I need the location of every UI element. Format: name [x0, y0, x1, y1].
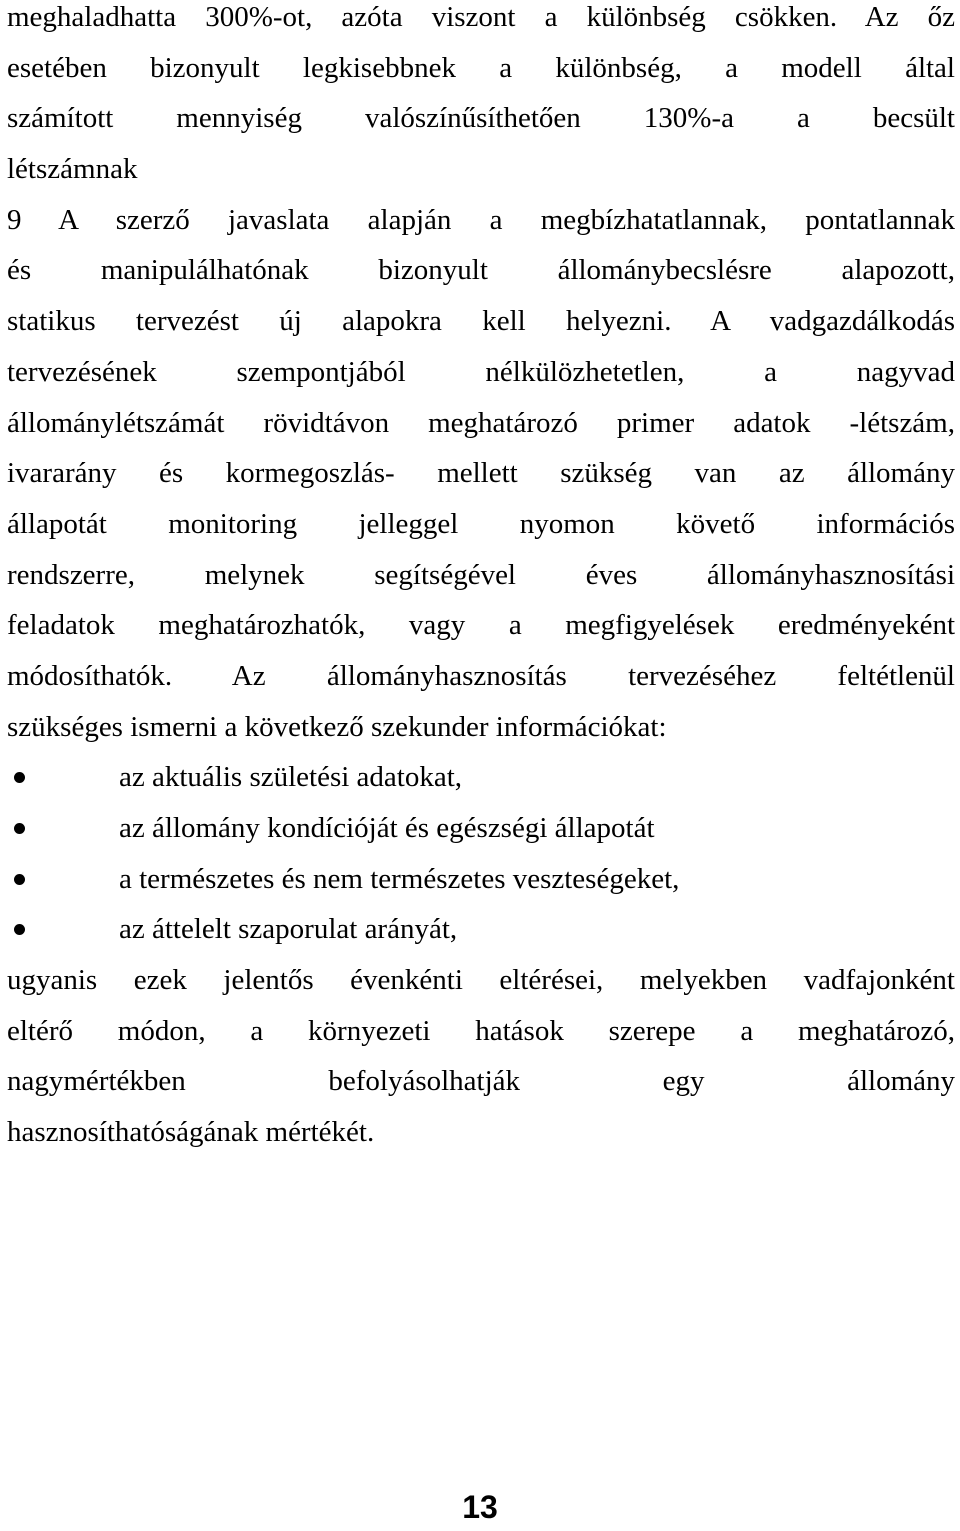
- paragraph-2: [7, 195, 955, 753]
- list-item-text: az állomány kondícióját és egészségi állapotát: [119, 812, 655, 844]
- text-line: rendszerre, melynek segítségével éves állományhasznosítási: [7, 558, 955, 591]
- text-line: esetében bizonyult legkisebbnek a különbség, a modell által: [7, 51, 955, 84]
- document-page: [7, 0, 955, 1158]
- page-number: 13: [462, 1489, 498, 1525]
- list-item: [7, 752, 955, 803]
- bullet-icon: [14, 823, 25, 834]
- text-line: állapotát monitoring jelleggel nyomon követő információs: [7, 507, 955, 540]
- text-line: nagymértékben befolyásolhatják egy állomány: [7, 1065, 955, 1098]
- list-item: [7, 803, 955, 854]
- text-line: ugyanis ezek jelentős évenkénti eltérései, melyekben vadfajonként: [7, 964, 955, 997]
- text-line: ivararány és kormegoszlás- mellett szükség van az állomány: [7, 457, 955, 490]
- text-line: állománylétszámát rövidtávon meghatározó primer adatok -létszám,: [7, 406, 955, 439]
- list-item-text: az aktuális születési adatokat,: [119, 761, 463, 794]
- text-line: tervezésének szempontjából nélkülözhetetlen, a nagyvad: [7, 355, 955, 388]
- text-line: feladatok meghatározhatók, vagy a megfigyelések eredményeként: [7, 609, 955, 642]
- text-line: 9 A szerző javaslata alapján a megbízhatatlannak, pontatlannak: [7, 203, 955, 236]
- paragraph-1: [7, 0, 955, 195]
- paragraph-3: [7, 955, 955, 1158]
- bullet-list: [7, 752, 955, 955]
- bullet-icon: [14, 874, 25, 885]
- list-item-text: az áttelelt szaporulat arányát,: [119, 913, 458, 946]
- bullet-icon: [14, 772, 25, 783]
- bullet-icon: [14, 924, 25, 935]
- list-item-text: a természetes és nem természetes veszteségeket,: [119, 862, 680, 895]
- text-line: szükséges ismerni a következő szekunder információkat:: [7, 710, 667, 743]
- text-line: eltérő módon, a környezeti hatások szerepe a meghatározó,: [7, 1014, 955, 1047]
- list-item: [7, 904, 955, 955]
- text-line: számított mennyiség valószínűsíthetően 130%-a a becsült: [7, 102, 955, 135]
- text-line: meghaladhatta 300%-ot, azóta viszont a különbség csökken. Az őz: [7, 1, 955, 33]
- list-item: [7, 854, 955, 905]
- text-line: létszámnak: [7, 153, 138, 186]
- text-line: hasznosíthatóságának mértékét.: [7, 1116, 375, 1149]
- text-line: és manipulálhatónak bizonyult állománybecslésre alapozott,: [7, 254, 955, 287]
- text-line: statikus tervezést új alapokra kell helyezni. A vadgazdálkodás: [7, 305, 955, 338]
- text-line: módosíthatók. Az állományhasznosítás tervezéséhez feltétlenül: [7, 659, 955, 692]
